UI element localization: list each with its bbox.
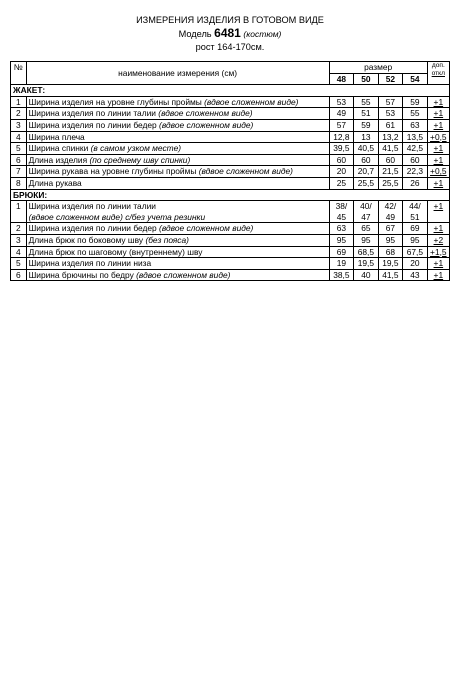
value: 67 xyxy=(385,223,396,234)
col-name-header: наименование измерения (см) xyxy=(26,62,329,85)
tolerance-value: +1 xyxy=(433,96,444,107)
row-number: 2 xyxy=(11,223,27,235)
value-size-48 xyxy=(329,119,354,131)
value: 95 xyxy=(361,234,371,245)
value: 95 xyxy=(410,234,420,245)
value-size-54 xyxy=(403,223,428,235)
value: 53 xyxy=(385,108,396,119)
value: 40 xyxy=(361,269,371,280)
tolerance xyxy=(427,234,449,246)
tolerance xyxy=(427,223,449,235)
value-size-50 xyxy=(354,269,379,281)
value: 21,5 xyxy=(382,166,399,177)
value-size-52 xyxy=(378,258,403,270)
value-size-50 xyxy=(354,246,379,258)
tolerance-value: +1 xyxy=(433,154,444,165)
tolerance-value: +1,5 xyxy=(430,246,447,257)
model-number: 6481 xyxy=(214,26,241,40)
value-size-48 xyxy=(329,96,354,108)
value: 12,8 xyxy=(333,131,350,142)
value-size-52 xyxy=(378,108,403,120)
size-50: 50 xyxy=(354,73,379,85)
tolerance-value: +1 xyxy=(433,108,444,119)
value: 43 xyxy=(410,269,420,280)
value: 13,2 xyxy=(382,131,399,142)
tolerance-value: +1 xyxy=(433,223,444,234)
table-header-row xyxy=(11,62,450,74)
tolerance-value: +1 xyxy=(433,177,444,188)
value-size-50 xyxy=(354,154,379,166)
row-note: (вдвое сложенном виде) xyxy=(159,223,254,234)
value: 60 xyxy=(336,154,347,165)
value: 57 xyxy=(385,96,396,107)
row-name-cell xyxy=(26,96,329,108)
value-size-52 xyxy=(378,269,403,281)
value-size-52 xyxy=(378,119,403,131)
value: 68 xyxy=(385,246,396,257)
value-size-48 xyxy=(329,258,354,270)
size-48: 48 xyxy=(329,73,354,85)
col-dop-line1: доп. xyxy=(431,62,445,69)
tolerance xyxy=(427,154,449,166)
tolerance xyxy=(427,258,449,270)
row-number: 8 xyxy=(11,177,27,189)
row-number: 1 xyxy=(11,96,27,108)
table-row xyxy=(11,223,450,235)
section-title: БРЮКИ: xyxy=(11,189,450,201)
value-size-52 xyxy=(378,246,403,258)
table-row xyxy=(11,119,450,131)
tolerance-value: +1 xyxy=(433,258,444,269)
row-number: 5 xyxy=(11,258,27,270)
value-size-50 xyxy=(354,177,379,189)
tolerance xyxy=(427,269,449,281)
value: 40,5 xyxy=(357,143,375,154)
section-title: ЖАКЕТ: xyxy=(11,85,450,97)
row-number: 4 xyxy=(11,131,27,143)
row-name-cell xyxy=(26,234,329,246)
row-name: Длина брюк по шаговому (внутреннему) шву xyxy=(28,246,203,257)
value-size-48 xyxy=(329,131,354,143)
tolerance xyxy=(427,108,449,120)
row-note: (по среднему шву спинки) xyxy=(89,154,191,165)
row-note: (вдвое сложенном виде) xyxy=(158,108,253,119)
value: 95 xyxy=(385,234,396,245)
row-name: Ширина изделия по линии талии xyxy=(28,201,156,212)
value-size-48 xyxy=(329,201,354,223)
value: 42,5 xyxy=(406,143,424,154)
value-line2: 49 xyxy=(385,211,396,222)
model-type: (костюм) xyxy=(243,29,282,39)
tolerance xyxy=(427,96,449,108)
value: 40/ xyxy=(360,201,372,212)
row-note: (без пояса) xyxy=(145,234,189,245)
table-row xyxy=(11,108,450,120)
size-52: 52 xyxy=(378,73,403,85)
value: 67,5 xyxy=(406,246,424,257)
value-size-52 xyxy=(378,177,403,189)
value-size-50 xyxy=(354,166,379,178)
value-size-50 xyxy=(354,143,379,155)
value: 60 xyxy=(385,154,396,165)
value-size-48 xyxy=(329,223,354,235)
value-size-48 xyxy=(329,269,354,281)
value: 19,5 xyxy=(382,258,399,269)
value: 44/ xyxy=(409,201,421,212)
value-size-48 xyxy=(329,143,354,155)
row-name: Ширина изделия по линии низа xyxy=(28,258,152,269)
row-name-cell xyxy=(26,119,329,131)
value-size-54 xyxy=(403,96,428,108)
col-no-header: № xyxy=(11,62,27,85)
value: 39,5 xyxy=(333,143,350,154)
row-number: 4 xyxy=(11,246,27,258)
value-size-52 xyxy=(378,166,403,178)
value: 53 xyxy=(336,96,347,107)
value: 65 xyxy=(361,223,371,234)
value-size-52 xyxy=(378,234,403,246)
value-size-54 xyxy=(403,201,428,223)
value-size-48 xyxy=(329,234,354,246)
row-name: Ширина спинки xyxy=(28,143,89,154)
model-prefix: Модель xyxy=(178,29,212,39)
table-row xyxy=(11,177,450,189)
value-size-54 xyxy=(403,269,428,281)
value-size-50 xyxy=(354,108,379,120)
row-name-cell xyxy=(26,131,329,143)
value: 57 xyxy=(336,119,347,130)
table-row xyxy=(11,269,450,281)
tolerance xyxy=(427,131,449,143)
value: 20 xyxy=(410,258,420,269)
tolerance xyxy=(427,119,449,131)
value-size-54 xyxy=(403,108,428,120)
row-name: Ширина изделия по линии бедер xyxy=(28,119,157,130)
row-name-cell xyxy=(26,201,329,223)
value-size-54 xyxy=(403,154,428,166)
value-size-54 xyxy=(403,143,428,155)
value-size-52 xyxy=(378,143,403,155)
row-name: Ширина рукава на уровне глубины проймы xyxy=(28,166,197,177)
tolerance-value: +1 xyxy=(433,201,444,212)
row-number: 1 xyxy=(11,201,27,223)
value: 49 xyxy=(336,108,347,119)
value: 13 xyxy=(361,131,371,142)
value: 25 xyxy=(336,177,347,188)
height-line: рост 164-170см. xyxy=(195,42,265,52)
table-row xyxy=(11,234,450,246)
row-name: Ширина брючины по бедру xyxy=(28,269,134,280)
row-name-cell xyxy=(26,108,329,120)
row-name-cell xyxy=(26,269,329,281)
value-size-54 xyxy=(403,234,428,246)
value-size-48 xyxy=(329,177,354,189)
value-size-54 xyxy=(403,119,428,131)
value-size-54 xyxy=(403,246,428,258)
value-size-54 xyxy=(403,177,428,189)
table-row xyxy=(11,131,450,143)
row-number: 6 xyxy=(11,269,27,281)
row-name: Длина рукава xyxy=(28,177,82,188)
section-row xyxy=(11,85,450,97)
value: 63 xyxy=(336,223,347,234)
value: 63 xyxy=(410,119,420,130)
row-number: 6 xyxy=(11,154,27,166)
row-name: Ширина изделия на уровне глубины проймы xyxy=(28,96,202,107)
col-size-header: размер xyxy=(329,62,427,74)
value: 19 xyxy=(336,258,347,269)
tolerance-value: +0,5 xyxy=(430,131,447,142)
value-size-54 xyxy=(403,258,428,270)
value: 55 xyxy=(410,108,420,119)
value-size-52 xyxy=(378,154,403,166)
tolerance-value: +1 xyxy=(433,119,444,130)
tolerance-value: +2 xyxy=(433,234,444,245)
row-note: (вдвое сложенном виде) xyxy=(204,96,299,107)
value: 60 xyxy=(410,154,420,165)
table-row xyxy=(11,166,450,178)
tolerance xyxy=(427,143,449,155)
tolerance-value: +1 xyxy=(433,269,444,280)
tolerance xyxy=(427,166,449,178)
document-title: ИЗМЕРЕНИЯ ИЗДЕЛИЯ В ГОТОВОМ ВИДЕ xyxy=(136,15,324,25)
row-name: Ширина плеча xyxy=(28,131,85,142)
value-size-52 xyxy=(378,96,403,108)
size-54: 54 xyxy=(403,73,428,85)
value-size-50 xyxy=(354,223,379,235)
value-size-50 xyxy=(354,96,379,108)
value: 26 xyxy=(410,177,420,188)
row-number: 2 xyxy=(11,108,27,120)
row-name-cell xyxy=(26,143,329,155)
table-row xyxy=(11,258,450,270)
value-size-50 xyxy=(354,131,379,143)
value-size-54 xyxy=(403,166,428,178)
tolerance xyxy=(427,201,449,223)
value: 41,5 xyxy=(382,269,399,280)
row-note: (вдвое сложенном виде) xyxy=(136,269,231,280)
measurements-table xyxy=(10,61,450,281)
value-size-50 xyxy=(354,234,379,246)
value-size-52 xyxy=(378,131,403,143)
row-name-cell xyxy=(26,223,329,235)
tolerance-value: +0,5 xyxy=(430,166,447,177)
value: 13,5 xyxy=(406,131,424,142)
row-note: (вдвое сложенном виде) xyxy=(198,166,293,177)
value-line2: 45 xyxy=(336,211,347,222)
value-size-48 xyxy=(329,246,354,258)
table-row xyxy=(11,96,450,108)
value: 22,3 xyxy=(406,166,424,177)
value: 60 xyxy=(361,154,371,165)
row-number: 3 xyxy=(11,119,27,131)
value-size-52 xyxy=(378,223,403,235)
row-name: Длина брюк по боковому шву xyxy=(28,234,144,245)
value: 61 xyxy=(385,119,396,130)
value: 68,5 xyxy=(357,246,375,257)
table-row xyxy=(11,154,450,166)
value: 95 xyxy=(336,234,347,245)
value: 55 xyxy=(361,96,371,107)
row-number: 3 xyxy=(11,234,27,246)
value: 51 xyxy=(361,108,371,119)
value-size-52 xyxy=(378,201,403,223)
col-dop-header xyxy=(427,62,449,85)
value: 20,7 xyxy=(357,166,375,177)
value-size-50 xyxy=(354,119,379,131)
table-row xyxy=(11,246,450,258)
value-size-48 xyxy=(329,108,354,120)
row-name: Длина изделия xyxy=(28,154,88,165)
tolerance xyxy=(427,246,449,258)
value: 59 xyxy=(410,96,420,107)
row-name-cell xyxy=(26,166,329,178)
row-name: Ширина изделия по линии бедер xyxy=(28,223,157,234)
value-line2: 51 xyxy=(410,211,420,222)
value: 38,5 xyxy=(333,269,350,280)
value: 25,5 xyxy=(382,177,399,188)
value: 69 xyxy=(410,223,420,234)
table-row xyxy=(11,143,450,155)
row-note: (в самом узком месте) xyxy=(90,143,182,154)
row-note-line2: (вдвое сложенном виде) с/без учета резинки xyxy=(28,211,206,222)
tolerance xyxy=(427,177,449,189)
tolerance-value: +1 xyxy=(433,143,444,154)
row-name: Ширина изделия по линии талии xyxy=(28,108,156,119)
value: 59 xyxy=(361,119,371,130)
row-name-cell xyxy=(26,258,329,270)
value: 38/ xyxy=(335,201,348,212)
value: 41,5 xyxy=(382,143,399,154)
row-name-cell xyxy=(26,246,329,258)
value: 69 xyxy=(336,246,347,257)
model-line xyxy=(0,28,460,40)
value: 25,5 xyxy=(357,177,375,188)
col-dop-line2: откл xyxy=(431,70,445,77)
row-note: (вдвое сложенном виде) xyxy=(159,119,254,130)
value-size-48 xyxy=(329,154,354,166)
value: 19,5 xyxy=(357,258,375,269)
value-size-54 xyxy=(403,131,428,143)
section-row xyxy=(11,189,450,201)
value-line2: 47 xyxy=(361,211,371,222)
row-name-cell xyxy=(26,177,329,189)
table-row xyxy=(11,201,450,223)
value-size-50 xyxy=(354,201,379,223)
row-number: 7 xyxy=(11,166,27,178)
row-name-cell xyxy=(26,154,329,166)
value-size-48 xyxy=(329,166,354,178)
row-number: 5 xyxy=(11,143,27,155)
value: 20 xyxy=(336,166,347,177)
value-size-50 xyxy=(354,258,379,270)
value: 42/ xyxy=(384,201,397,212)
